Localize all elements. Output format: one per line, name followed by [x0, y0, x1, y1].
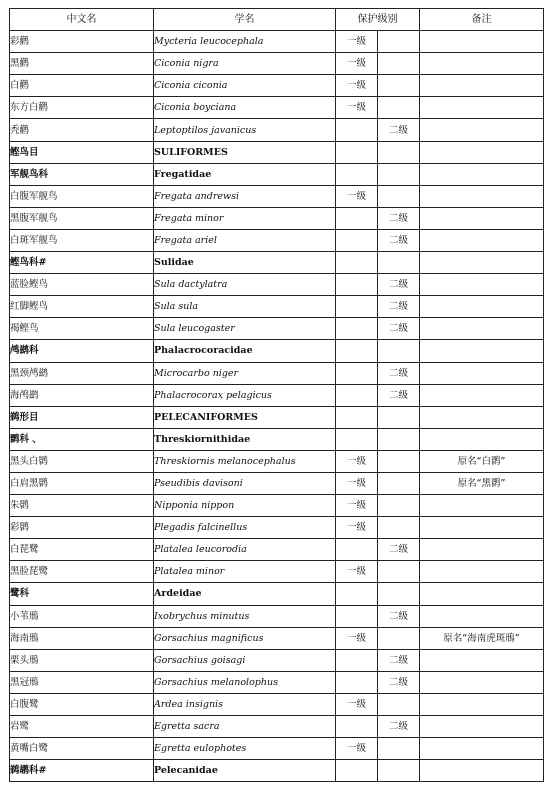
table-row	[10, 141, 544, 163]
level-two-cell	[378, 340, 420, 362]
chinese-name-cell: 栗头鳽	[10, 649, 154, 671]
scientific-name-cell: Ardea insignis	[154, 693, 336, 715]
level-one-cell	[336, 296, 378, 318]
chinese-name-cell: 鹭科	[10, 583, 154, 605]
level-two-cell: 二级	[378, 362, 420, 384]
chinese-name-cell: 白斑军舰鸟	[10, 229, 154, 251]
table-row	[10, 693, 544, 715]
chinese-name-cell: 蓝脸鲣鸟	[10, 274, 154, 296]
remarks-cell	[420, 207, 544, 229]
table-row	[10, 472, 544, 494]
chinese-name-cell: 鸬鹚科	[10, 340, 154, 362]
table-row	[10, 207, 544, 229]
scientific-name-cell: Fregata andrewsi	[154, 185, 336, 207]
scientific-name-cell: Mycteria leucocephala	[154, 31, 336, 53]
chinese-name-cell: 小苇鳽	[10, 605, 154, 627]
remarks-cell	[420, 97, 544, 119]
level-two-cell	[378, 53, 420, 75]
level-two-cell	[378, 561, 420, 583]
header-chinese-name: 中文名	[10, 9, 154, 31]
level-one-cell	[336, 671, 378, 693]
chinese-name-cell: 白肩黑鹮	[10, 472, 154, 494]
remarks-cell	[420, 318, 544, 340]
scientific-name-cell: Fregata ariel	[154, 229, 336, 251]
level-two-cell	[378, 517, 420, 539]
remarks-cell: 原名“海南虎斑鳽”	[420, 627, 544, 649]
remarks-cell	[420, 517, 544, 539]
table-row	[10, 163, 544, 185]
level-one-cell	[336, 760, 378, 782]
level-two-cell	[378, 252, 420, 274]
scientific-name-cell: Threskiornis melanocephalus	[154, 450, 336, 472]
remarks-cell	[420, 75, 544, 97]
scientific-name-cell: Ciconia nigra	[154, 53, 336, 75]
chinese-name-cell: 东方白鹳	[10, 97, 154, 119]
level-two-cell	[378, 627, 420, 649]
header-remarks: 备注	[420, 9, 544, 31]
level-one-cell	[336, 384, 378, 406]
table-row	[10, 362, 544, 384]
scientific-name-cell: Gorsachius goisagi	[154, 649, 336, 671]
table-row	[10, 671, 544, 693]
chinese-name-cell: 白鹳	[10, 75, 154, 97]
level-two-cell	[378, 428, 420, 450]
level-two-cell	[378, 75, 420, 97]
level-one-cell	[336, 583, 378, 605]
level-two-cell	[378, 450, 420, 472]
table-row	[10, 649, 544, 671]
remarks-cell	[420, 296, 544, 318]
scientific-name-cell: Gorsachius magnificus	[154, 627, 336, 649]
level-one-cell	[336, 252, 378, 274]
level-one-cell	[336, 716, 378, 738]
level-two-cell: 二级	[378, 384, 420, 406]
level-two-cell	[378, 693, 420, 715]
chinese-name-cell: 海鸬鹚	[10, 384, 154, 406]
table-row	[10, 561, 544, 583]
table-row	[10, 495, 544, 517]
remarks-cell	[420, 384, 544, 406]
scientific-name-cell: Phalacrocorax pelagicus	[154, 384, 336, 406]
remarks-cell	[420, 274, 544, 296]
table-row	[10, 31, 544, 53]
table-row	[10, 738, 544, 760]
chinese-name-cell: 黑鹳	[10, 53, 154, 75]
scientific-name-cell: Platalea minor	[154, 561, 336, 583]
table-row	[10, 296, 544, 318]
level-two-cell: 二级	[378, 716, 420, 738]
level-two-cell	[378, 163, 420, 185]
scientific-name-cell: Egretta eulophotes	[154, 738, 336, 760]
level-one-cell: 一级	[336, 75, 378, 97]
level-two-cell	[378, 141, 420, 163]
level-one-cell	[336, 428, 378, 450]
level-two-cell	[378, 738, 420, 760]
table-row	[10, 539, 544, 561]
chinese-name-cell: 彩鹳	[10, 31, 154, 53]
scientific-name-cell: PELECANIFORMES	[154, 406, 336, 428]
scientific-name-cell: Leptoptilos javanicus	[154, 119, 336, 141]
level-one-cell	[336, 163, 378, 185]
table-row	[10, 605, 544, 627]
chinese-name-cell: 黑头白鹮	[10, 450, 154, 472]
level-one-cell	[336, 318, 378, 340]
scientific-name-cell: SULIFORMES	[154, 141, 336, 163]
level-one-cell	[336, 119, 378, 141]
level-one-cell	[336, 362, 378, 384]
chinese-name-cell: 鹈鹕科#	[10, 760, 154, 782]
remarks-cell	[420, 693, 544, 715]
level-two-cell	[378, 472, 420, 494]
scientific-name-cell: Fregata minor	[154, 207, 336, 229]
remarks-cell	[420, 760, 544, 782]
remarks-cell	[420, 31, 544, 53]
level-two-cell: 二级	[378, 229, 420, 251]
table-row	[10, 428, 544, 450]
level-two-cell	[378, 760, 420, 782]
remarks-cell	[420, 428, 544, 450]
table-row	[10, 517, 544, 539]
level-one-cell	[336, 274, 378, 296]
scientific-name-cell: Ixobrychus minutus	[154, 605, 336, 627]
level-one-cell	[336, 229, 378, 251]
chinese-name-cell: 鹮科 、	[10, 428, 154, 450]
scientific-name-cell: Sula leucogaster	[154, 318, 336, 340]
level-two-cell	[378, 583, 420, 605]
level-two-cell: 二级	[378, 318, 420, 340]
remarks-cell	[420, 252, 544, 274]
remarks-cell	[420, 185, 544, 207]
level-two-cell	[378, 185, 420, 207]
table-row	[10, 53, 544, 75]
level-one-cell	[336, 605, 378, 627]
level-two-cell: 二级	[378, 605, 420, 627]
chinese-name-cell: 白琵鹭	[10, 539, 154, 561]
chinese-name-cell: 黑脸琵鹭	[10, 561, 154, 583]
remarks-cell	[420, 671, 544, 693]
scientific-name-cell: Ardeidae	[154, 583, 336, 605]
level-one-cell	[336, 207, 378, 229]
remarks-cell	[420, 738, 544, 760]
level-one-cell: 一级	[336, 561, 378, 583]
chinese-name-cell: 秃鹳	[10, 119, 154, 141]
species-protection-table	[9, 8, 544, 782]
remarks-cell	[420, 53, 544, 75]
level-two-cell: 二级	[378, 274, 420, 296]
table-row	[10, 583, 544, 605]
chinese-name-cell: 岩鹭	[10, 716, 154, 738]
remarks-cell	[420, 605, 544, 627]
chinese-name-cell: 黄嘴白鹭	[10, 738, 154, 760]
table-row	[10, 384, 544, 406]
chinese-name-cell: 鲣鸟科#	[10, 252, 154, 274]
level-two-cell: 二级	[378, 119, 420, 141]
scientific-name-cell: Egretta sacra	[154, 716, 336, 738]
table-row	[10, 185, 544, 207]
table-row	[10, 318, 544, 340]
table-row	[10, 252, 544, 274]
remarks-cell	[420, 119, 544, 141]
remarks-cell: 原名“白鹮”	[420, 450, 544, 472]
scientific-name-cell: Ciconia ciconia	[154, 75, 336, 97]
level-one-cell: 一级	[336, 517, 378, 539]
chinese-name-cell: 鲣鸟目	[10, 141, 154, 163]
table-row	[10, 450, 544, 472]
level-two-cell	[378, 97, 420, 119]
level-one-cell	[336, 539, 378, 561]
scientific-name-cell: Platalea leucorodia	[154, 539, 336, 561]
level-one-cell	[336, 340, 378, 362]
level-one-cell: 一级	[336, 31, 378, 53]
table-row	[10, 716, 544, 738]
level-one-cell	[336, 649, 378, 671]
chinese-name-cell: 褐鲣鸟	[10, 318, 154, 340]
level-one-cell: 一级	[336, 53, 378, 75]
level-one-cell: 一级	[336, 450, 378, 472]
level-two-cell	[378, 406, 420, 428]
level-two-cell: 二级	[378, 671, 420, 693]
table-row	[10, 760, 544, 782]
table-header-row	[10, 9, 544, 31]
scientific-name-cell: Gorsachius melanolophus	[154, 671, 336, 693]
remarks-cell	[420, 163, 544, 185]
level-one-cell: 一级	[336, 627, 378, 649]
table-body	[10, 31, 544, 782]
level-one-cell: 一级	[336, 495, 378, 517]
scientific-name-cell: Phalacrocoracidae	[154, 340, 336, 362]
chinese-name-cell: 海南鳽	[10, 627, 154, 649]
remarks-cell	[420, 495, 544, 517]
remarks-cell	[420, 539, 544, 561]
table-row	[10, 274, 544, 296]
chinese-name-cell: 军舰鸟科	[10, 163, 154, 185]
scientific-name-cell: Ciconia boyciana	[154, 97, 336, 119]
level-one-cell: 一级	[336, 185, 378, 207]
chinese-name-cell: 白腹鹭	[10, 693, 154, 715]
table-row	[10, 119, 544, 141]
chinese-name-cell: 朱鹮	[10, 495, 154, 517]
level-one-cell: 一级	[336, 97, 378, 119]
level-one-cell	[336, 406, 378, 428]
remarks-cell	[420, 716, 544, 738]
chinese-name-cell: 黑冠鳽	[10, 671, 154, 693]
remarks-cell: 原名“黑鹮”	[420, 472, 544, 494]
scientific-name-cell: Sulidae	[154, 252, 336, 274]
chinese-name-cell: 黑腹军舰鸟	[10, 207, 154, 229]
level-two-cell: 二级	[378, 207, 420, 229]
level-one-cell: 一级	[336, 738, 378, 760]
level-one-cell	[336, 141, 378, 163]
chinese-name-cell: 白腹军舰鸟	[10, 185, 154, 207]
remarks-cell	[420, 649, 544, 671]
scientific-name-cell: Nipponia nippon	[154, 495, 336, 517]
remarks-cell	[420, 340, 544, 362]
remarks-cell	[420, 141, 544, 163]
remarks-cell	[420, 229, 544, 251]
scientific-name-cell: Fregatidae	[154, 163, 336, 185]
remarks-cell	[420, 406, 544, 428]
scientific-name-cell: Pseudibis davisoni	[154, 472, 336, 494]
chinese-name-cell: 红脚鲣鸟	[10, 296, 154, 318]
level-two-cell	[378, 31, 420, 53]
chinese-name-cell: 彩鹮	[10, 517, 154, 539]
scientific-name-cell: Pelecanidae	[154, 760, 336, 782]
chinese-name-cell: 鹈形目	[10, 406, 154, 428]
scientific-name-cell: Plegadis falcinellus	[154, 517, 336, 539]
table-row	[10, 627, 544, 649]
header-scientific-name: 学名	[154, 9, 336, 31]
scientific-name-cell: Sula dactylatra	[154, 274, 336, 296]
remarks-cell	[420, 362, 544, 384]
level-one-cell: 一级	[336, 693, 378, 715]
table-row	[10, 406, 544, 428]
level-two-cell	[378, 495, 420, 517]
remarks-cell	[420, 583, 544, 605]
header-protection-level: 保护级别	[336, 9, 420, 31]
level-two-cell: 二级	[378, 539, 420, 561]
table-row	[10, 340, 544, 362]
chinese-name-cell: 黑颈鸬鹚	[10, 362, 154, 384]
table-row	[10, 229, 544, 251]
scientific-name-cell: Threskiornithidae	[154, 428, 336, 450]
remarks-cell	[420, 561, 544, 583]
table-row	[10, 97, 544, 119]
level-two-cell: 二级	[378, 649, 420, 671]
table-row	[10, 75, 544, 97]
level-one-cell: 一级	[336, 472, 378, 494]
scientific-name-cell: Microcarbo niger	[154, 362, 336, 384]
level-two-cell: 二级	[378, 296, 420, 318]
scientific-name-cell: Sula sula	[154, 296, 336, 318]
